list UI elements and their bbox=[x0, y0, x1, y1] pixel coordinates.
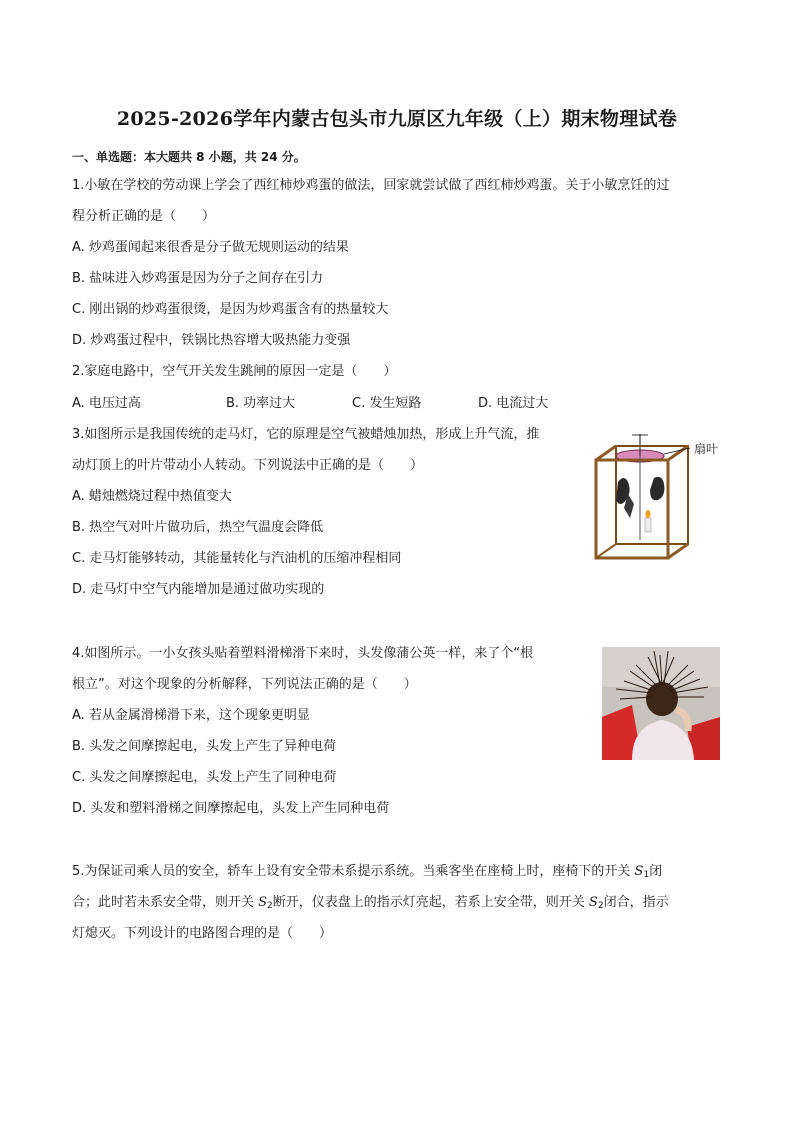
q4-option-c[interactable]: C. 头发之间摩擦起电，头发上产生了同种电荷 bbox=[72, 770, 337, 785]
q4-option-a[interactable]: A. 若从金属滑梯滑下来，这个现象更明显 bbox=[72, 708, 310, 723]
q5-text: 闭合，指示 bbox=[603, 895, 669, 910]
fan-blade-label: 扇叶 bbox=[694, 442, 719, 456]
q3-option-a[interactable]: A. 蜡烛燃烧过程中热值变大 bbox=[72, 489, 232, 504]
q3-option-b[interactable]: B. 热空气对叶片做功后，热空气温度会降低 bbox=[72, 520, 324, 535]
q5-stem-line2 bbox=[72, 894, 669, 915]
lantern-figure bbox=[590, 432, 725, 564]
q5-stem-line1 bbox=[72, 863, 662, 884]
switch-s2: S bbox=[588, 895, 598, 910]
q4-option-b[interactable]: B. 头发之间摩擦起电，头发上产生了异种电荷 bbox=[72, 739, 337, 754]
exam-title: 2025-2026学年内蒙古包头市九原区九年级（上）期末物理试卷 bbox=[116, 108, 678, 130]
q3-option-d[interactable]: D. 走马灯中空气内能增加是通过做功实现的 bbox=[72, 582, 325, 597]
q4-stem-line1: 4.如图所示。一小女孩头贴着塑料滑梯滑下来时，头发像蒲公英一样，来了个“根 bbox=[72, 646, 534, 661]
q2-option-c[interactable]: C. 发生短路 bbox=[352, 396, 422, 411]
q4-option-d[interactable]: D. 头发和塑料滑梯之间摩擦起电，头发上产生同种电荷 bbox=[72, 801, 390, 816]
switch-s2-subscript: 2 bbox=[597, 901, 604, 911]
switch-s1-subscript: 1 bbox=[643, 870, 650, 880]
q2-option-d[interactable]: D. 电流过大 bbox=[478, 396, 549, 411]
q2-stem: 2.家庭电路中，空气开关发生跳闸的原因一定是（ ） bbox=[72, 364, 397, 379]
q1-option-d[interactable]: D. 炒鸡蛋过程中，铁锅比热容增大吸热能力变强 bbox=[72, 333, 351, 348]
q1-option-a[interactable]: A. 炒鸡蛋闻起来很香是分子做无规则运动的结果 bbox=[72, 240, 349, 255]
q2-option-b[interactable]: B. 功率过大 bbox=[226, 396, 296, 411]
q1-option-b[interactable]: B. 盐味进入炒鸡蛋是因为分子之间存在引力 bbox=[72, 271, 324, 286]
q5-text: 合；此时若未系安全带，则开关 bbox=[72, 895, 259, 910]
q3-stem-line2: 动灯顶上的叶片带动小人转动。下列说法中正确的是（ ） bbox=[72, 458, 424, 473]
q1-option-c[interactable]: C. 刚出锅的炒鸡蛋很烫，是因为炒鸡蛋含有的热量较大 bbox=[72, 302, 389, 317]
q2-option-a[interactable]: A. 电压过高 bbox=[72, 396, 141, 411]
q5-text: 5.为保证司乘人员的安全，轿车上设有安全带未系提示系统。当乘客坐在座椅上时，座椅下的开关 bbox=[72, 864, 635, 879]
static-hair-photo bbox=[602, 647, 720, 760]
q3-option-c[interactable]: C. 走马灯能够转动，其能量转化与汽油机的压缩冲程相同 bbox=[72, 551, 402, 566]
section-heading: 一、单选题：本大题共 8 小题，共 24 分。 bbox=[72, 150, 306, 164]
switch-s2-subscript: 2 bbox=[267, 901, 273, 911]
switch-s1: S bbox=[634, 864, 644, 879]
q5-stem-line3: 灯熄灭。下列设计的电路图合理的是（ ） bbox=[72, 926, 333, 941]
q3-stem-line1: 3.如图所示是我国传统的走马灯，它的原理是空气被蜡烛加热，形成上升气流，推 bbox=[72, 427, 540, 442]
q1-stem-line1: 1.小敏在学校的劳动课上学会了西红柿炒鸡蛋的做法，回家就尝试做了西红柿炒鸡蛋。关于小敏烹饪的过 bbox=[72, 178, 670, 193]
q4-stem-line2: 根立”。对这个现象的分析解释，下列说法正确的是（ ） bbox=[72, 677, 417, 692]
q1-stem-line2: 程分析正确的是（ ） bbox=[72, 209, 216, 224]
switch-s2: S bbox=[258, 895, 268, 910]
q5-text: 闭 bbox=[649, 864, 663, 879]
q5-text: 断开，仪表盘上的指示灯亮起，若系上安全带，则开关 bbox=[272, 895, 589, 910]
